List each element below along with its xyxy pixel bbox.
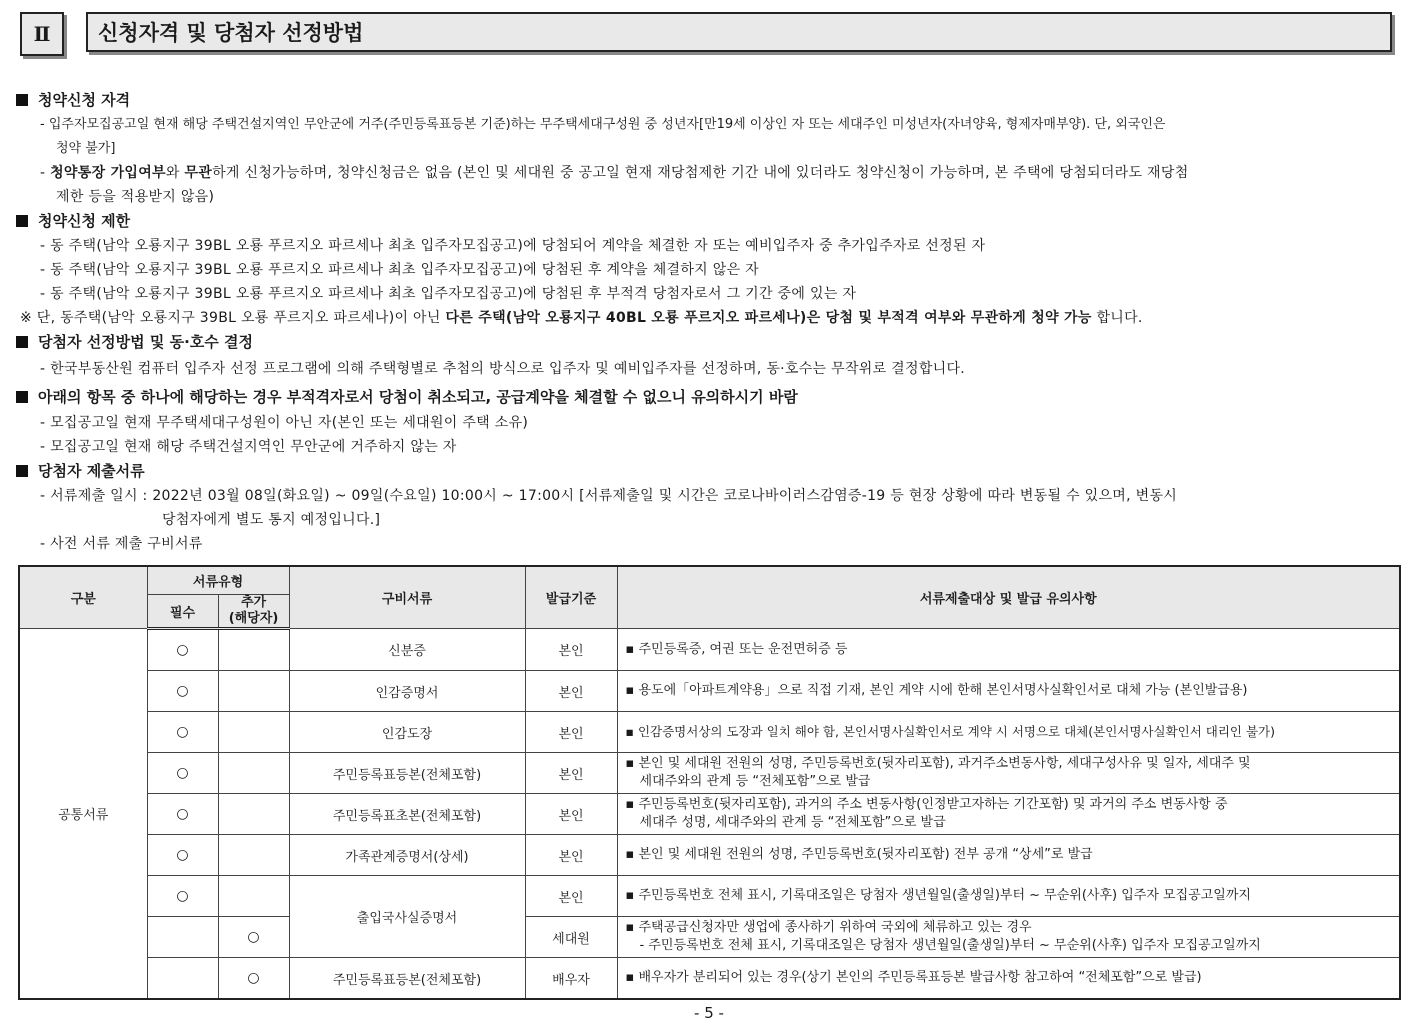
restriction-line-2: - 동 주택(남악 오룡지구 39BL 오룡 푸르지오 파르세나 최초 입주자모집공고)에 당첨된 후 계약을 체결하지 않은 자 [40, 262, 759, 278]
page-number: - 5 - [694, 1004, 724, 1022]
document-cell: 신분증 [289, 629, 525, 671]
disqualification-line-2: - 모집공고일 현재 해당 주택건설지역인 무안군에 거주하지 않는 자 [40, 439, 457, 455]
heading-text: 당첨자 제출서류 [38, 462, 145, 480]
eligibility-line-2b: 제한 등을 적용받지 않음) [56, 189, 215, 205]
table-row [19, 712, 1400, 753]
note-line: ▪ 본인 및 세대원 전원의 성명, 주민등록번호(뒷자리포함), 과거주소변동사항, 세대구성사유 및 일자, 세대주 및 [625, 756, 1251, 771]
required-mark: ○ [147, 712, 218, 753]
text: 하게 신청가능하며, 청약신청금은 없음 (본인 및 세대원 중 공고일 현재 재당첨제한 기간 내에 있더라도 청약신청이 가능하며, 본 주택에 당첨되더라도 재당첨 [212, 165, 1189, 181]
issue-cell: 세대원 [525, 917, 617, 958]
table-row [19, 753, 1400, 794]
required-mark: ○ [147, 671, 218, 712]
document-cell: 주민등록표등본(전체포함) [289, 958, 525, 1000]
issue-cell: 본인 [525, 712, 617, 753]
issue-cell: 본인 [525, 753, 617, 794]
section-title: 신청자격 및 당첨자 선정방법 [86, 12, 1392, 52]
text: 합니다. [1091, 310, 1143, 326]
empty-cell [218, 835, 289, 876]
table-row [19, 835, 1400, 876]
note-cell: ▪ 본인 및 세대원 전원의 성명, 주민등록번호(뒷자리포함) 전부 공개 “상세”로 발급 [617, 835, 1400, 876]
issue-cell: 본인 [525, 835, 617, 876]
th-issue-basis: 발급기준 [525, 566, 617, 629]
bold-text: 무관 [184, 165, 213, 181]
additional-mark: ○ [218, 917, 289, 958]
required-mark: ○ [147, 753, 218, 794]
square-bullet-icon [16, 391, 28, 403]
heading-text: 당첨자 선정방법 및 동·호수 결정 [38, 333, 253, 351]
table-row [19, 958, 1400, 1000]
eligibility-line-1: - 입주자모집공고일 현재 해당 주택건설지역인 무안군에 거주(주민등록표등본 기준)하는 무주택세대구성원 중 성년자[만19세 이상인 자 또는 세대주인 미성년자(자녀양육, 형제자매부양). 단, 외국인은 [40, 117, 1166, 132]
note-line: ▪ 주택공급신청자만 생업에 종사하기 위하여 국외에 체류하고 있는 경우 [625, 920, 1032, 935]
restriction-line-1: - 동 주택(남악 오룡지구 39BL 오룡 푸르지오 파르세나 최초 입주자모집공고)에 당첨되어 계약을 체결한 자 또는 예비입주자 중 추가입주자로 선정된 자 [40, 238, 986, 254]
restriction-note [16, 306, 1406, 330]
empty-cell [218, 671, 289, 712]
section-number: Ⅱ [20, 12, 64, 56]
document-cell: 주민등록표등본(전체포함) [289, 753, 525, 794]
th-additional-label: 추가 [240, 595, 267, 610]
selection-line-1: - 한국부동산원 컴퓨터 입주자 선정 프로그램에 의해 주택형별로 추첨의 방식으로 입주자 및 예비입주자를 선정하며, 동·호수는 무작위로 결정합니다. [40, 361, 966, 377]
text: 와 [165, 165, 185, 181]
heading-disqualification [16, 384, 1406, 411]
document-cell: 주민등록표초본(전체포함) [289, 794, 525, 835]
empty-cell [147, 917, 218, 958]
document-cell: 인감증명서 [289, 671, 525, 712]
bold-text: 청약통장 가입여부 [50, 165, 166, 181]
additional-mark: ○ [218, 958, 289, 1000]
note-line: ▪ 주민등록번호(뒷자리포함), 과거의 주소 변동사항(인정받고자하는 기간포함) 및 과거의 주소 변동사항 중 [625, 797, 1228, 812]
eligibility-line-1b: 청약 불가] [56, 141, 116, 156]
note-cell: ▪ 주민등록증, 여권 또는 운전면허증 등 [617, 629, 1400, 671]
documents-table [18, 565, 1401, 1000]
document-cell: 가족관계증명서(상세) [289, 835, 525, 876]
heading-text: 청약신청 제한 [38, 212, 131, 230]
note-line: - 주민등록번호 전체 표시, 기록대조일은 당첨자 생년월일(출생일)부터 ~ 무순위(사후) 입주자 모집공고일까지 [639, 938, 1261, 953]
text: ※ 단, 동주택(남악 오룡지구 39BL 오룡 푸르지오 파르세나)이 아닌 [20, 310, 446, 326]
note-cell: ▪ 인감증명서상의 도장과 일치 해야 함, 본인서명사실확인서로 계약 시 서명으로 대체(본인서명사실확인서 대리인 불가) [617, 712, 1400, 753]
heading-text: 청약신청 자격 [38, 91, 131, 109]
table-row [19, 671, 1400, 712]
heading-text: 아래의 항목 중 하나에 해당하는 경우 부적격자로서 당첨이 취소되고, 공급계약을 체결할 수 없으니 유의하시기 바람 [38, 388, 798, 406]
document-cell: 출입국사실증명서 [289, 876, 525, 958]
bold-text: 다른 주택(남악 오룡지구 40BL 오룡 푸르지오 파르세나)은 당첨 및 부적격 여부와 무관하게 청약 가능 [445, 310, 1092, 326]
required-mark: ○ [147, 876, 218, 917]
th-doc-type: 서류유형 [147, 566, 289, 595]
th-notes: 서류제출대상 및 발급 유의사항 [617, 566, 1400, 629]
note-cell [617, 753, 1400, 794]
th-document: 구비서류 [289, 566, 525, 629]
square-bullet-icon [16, 336, 28, 348]
empty-cell [218, 629, 289, 671]
square-bullet-icon [16, 94, 28, 106]
document-cell: 인감도장 [289, 712, 525, 753]
note-line: 세대주와의 관계 등 “전체포함”으로 발급 [639, 774, 871, 789]
table-row [19, 876, 1400, 917]
empty-cell [218, 794, 289, 835]
th-additional [218, 595, 289, 629]
eligibility-line-2 [16, 161, 1406, 185]
issue-cell: 본인 [525, 629, 617, 671]
issue-cell: 본인 [525, 671, 617, 712]
th-category: 구분 [19, 566, 147, 629]
th-required: 필수 [147, 595, 218, 629]
note-cell [617, 917, 1400, 958]
group-cell: 공통서류 [19, 629, 147, 1000]
restriction-line-3: - 동 주택(남악 오룡지구 39BL 오룡 푸르지오 파르세나 최초 입주자모집공고)에 당첨된 후 부적격 당첨자로서 그 기간 중에 있는 자 [40, 286, 857, 302]
document-body [16, 88, 1406, 556]
issue-cell: 본인 [525, 794, 617, 835]
note-cell: ▪ 배우자가 분리되어 있는 경우(상기 본인의 주민등록표등본 발급사항 참고하여 “전체포함”으로 발급) [617, 958, 1400, 1000]
table-row [19, 629, 1400, 671]
table-row [19, 917, 1400, 958]
note-cell: ▪ 용도에「아파트계약용」으로 직접 기재, 본인 계약 시에 한해 본인서명사실확인서로 대체 가능 (본인발급용) [617, 671, 1400, 712]
required-mark: ○ [147, 629, 218, 671]
issue-cell: 배우자 [525, 958, 617, 1000]
documents-line-2: - 사전 서류 제출 구비서류 [40, 536, 203, 552]
empty-cell [218, 876, 289, 917]
note-line: 세대주 성명, 세대주와의 관계 등 “전체포함”으로 발급 [639, 815, 946, 830]
required-mark: ○ [147, 794, 218, 835]
text: - [40, 165, 51, 181]
empty-cell [218, 712, 289, 753]
empty-cell [218, 753, 289, 794]
required-mark: ○ [147, 835, 218, 876]
documents-line-1: - 서류제출 일시 : 2022년 03월 08일(화요일) ~ 09일(수요일) 10:00시 ~ 17:00시 [서류제출일 및 시간은 코로나바이러스감염증-19 등 현장 상황에 따라 변동될 수 있으며, 변동시 [40, 488, 1178, 504]
heading-restriction [16, 209, 1406, 234]
issue-cell: 본인 [525, 876, 617, 917]
heading-eligibility [16, 88, 1406, 113]
note-cell: ▪ 주민등록번호 전체 표시, 기록대조일은 당첨자 생년월일(출생일)부터 ~ 무순위(사후) 입주자 모집공고일까지 [617, 876, 1400, 917]
square-bullet-icon [16, 465, 28, 477]
th-additional-sub: (해당자) [228, 611, 279, 626]
documents-line-1b: 당첨자에게 별도 통지 예정입니다.] [162, 512, 381, 528]
empty-cell [147, 958, 218, 1000]
table-row [19, 794, 1400, 835]
heading-documents [16, 459, 1406, 484]
note-cell [617, 794, 1400, 835]
disqualification-line-1: - 모집공고일 현재 무주택세대구성원이 아닌 자(본인 또는 세대원이 주택 소유) [40, 415, 529, 431]
heading-selection [16, 330, 1406, 355]
square-bullet-icon [16, 215, 28, 227]
